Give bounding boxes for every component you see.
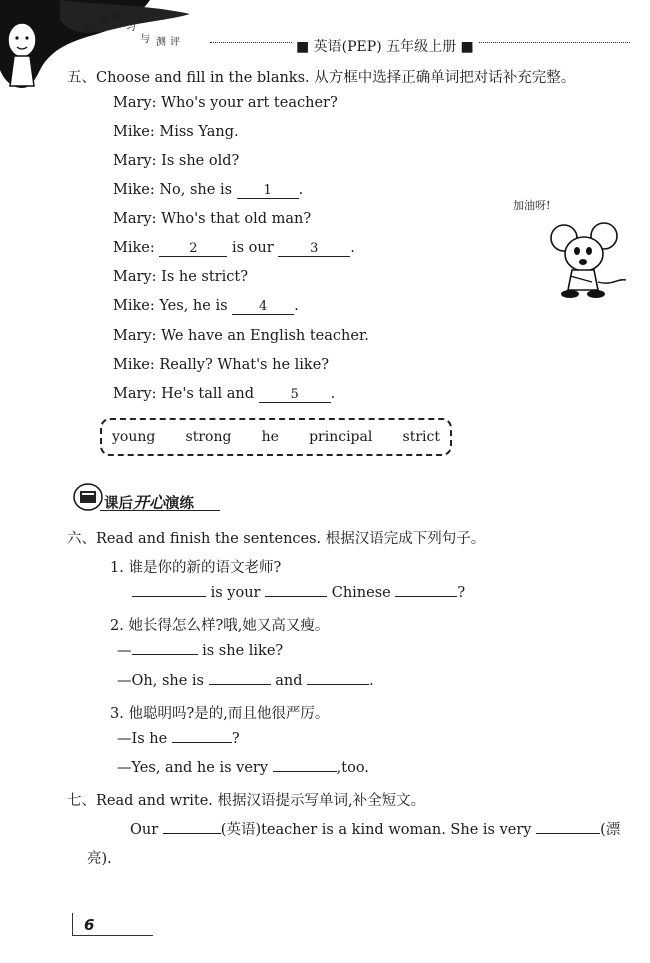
- q3-chinese: 3. 他聪明吗?是的,而且他很严厉。: [110, 706, 330, 722]
- series-title: [0, 0, 210, 48]
- answer-blank[interactable]: [395, 596, 457, 597]
- word-bank: [100, 418, 452, 456]
- blank-1[interactable]: 1: [237, 183, 299, 199]
- answer-blank[interactable]: [273, 771, 337, 772]
- mouse-mascot-icon: [548, 220, 638, 302]
- book-title: ■ 英语(PEP) 五年级上册 ■: [292, 36, 478, 56]
- q2-line1: — is she like?: [117, 643, 284, 659]
- word-option: principal: [309, 429, 373, 445]
- section7-paragraph: Our (英语)teacher is a kind woman. She is very (漂: [130, 822, 621, 838]
- dialogue-line: Mike: 2 is our 3 .: [113, 240, 355, 256]
- q2-chinese: 2. 她长得怎么样?哦,她又高又瘦。: [110, 618, 330, 634]
- banner-underline: [100, 510, 220, 511]
- series-char: 练: [112, 13, 122, 24]
- dialogue-line: Mike: Yes, he is 4 .: [113, 298, 299, 314]
- after-class-title: 课后开心演练: [104, 493, 195, 512]
- dialogue-line: Mary: He's tall and 5 .: [113, 386, 336, 402]
- series-char: 与: [140, 34, 150, 45]
- q1-chinese: 1. 谁是你的新的语文老师?: [110, 560, 282, 576]
- word-option: strong: [185, 429, 232, 445]
- dialogue-line: Mary: Who's your art teacher?: [113, 95, 338, 111]
- blank-4[interactable]: 4: [232, 299, 294, 315]
- section5-title: 五、Choose and fill in the blanks. 从方框中选择正确单词把对话补充完整。: [67, 70, 576, 86]
- dialogue-line: Mary: Is she old?: [113, 153, 240, 169]
- word-option: strict: [402, 429, 440, 445]
- series-char: 同: [86, 25, 96, 36]
- blank-5[interactable]: 5: [259, 387, 331, 403]
- answer-blank[interactable]: [172, 742, 232, 743]
- cheer-text: 加油呀!: [513, 199, 551, 212]
- series-char: 步: [99, 13, 109, 24]
- series-char: 测: [156, 37, 166, 48]
- blank-2[interactable]: 2: [159, 241, 227, 257]
- book-icon: [72, 482, 104, 512]
- page-number: 6: [84, 916, 95, 934]
- section7-title: 七、Read and write. 根据汉语提示写单词,补全短文。: [67, 793, 426, 809]
- answer-blank[interactable]: [132, 596, 206, 597]
- series-char: 习: [126, 22, 136, 33]
- q3-line2: —Yes, and he is very ,too.: [117, 760, 369, 776]
- section7-paragraph-cont: 亮).: [87, 851, 112, 867]
- word-option: young: [112, 429, 156, 445]
- series-char: 评: [170, 37, 180, 48]
- answer-blank[interactable]: [536, 833, 600, 834]
- answer-blank[interactable]: [163, 833, 221, 834]
- word-option: he: [261, 429, 279, 445]
- blank-3[interactable]: 3: [278, 241, 350, 257]
- dialogue-line: Mike: Miss Yang.: [113, 124, 239, 140]
- dialogue-line: Mary: We have an English teacher.: [113, 328, 369, 344]
- dialogue-line: Mike: Really? What's he like?: [113, 357, 330, 373]
- section6-title: 六、Read and finish the sentences. 根据汉语完成下列句子。: [67, 531, 486, 547]
- dialogue-line: Mike: No, she is 1 .: [113, 182, 304, 198]
- q3-line1: —Is he ?: [117, 731, 240, 747]
- answer-blank[interactable]: [209, 684, 271, 685]
- dialogue-line: Mary: Who's that old man?: [113, 211, 312, 227]
- q1-sentence: is your Chinese ?: [132, 585, 465, 601]
- answer-blank[interactable]: [132, 654, 198, 655]
- answer-blank[interactable]: [307, 684, 369, 685]
- q2-line2: —Oh, she is and .: [117, 673, 374, 689]
- dialogue-line: Mary: Is he strict?: [113, 269, 248, 285]
- answer-blank[interactable]: [265, 596, 327, 597]
